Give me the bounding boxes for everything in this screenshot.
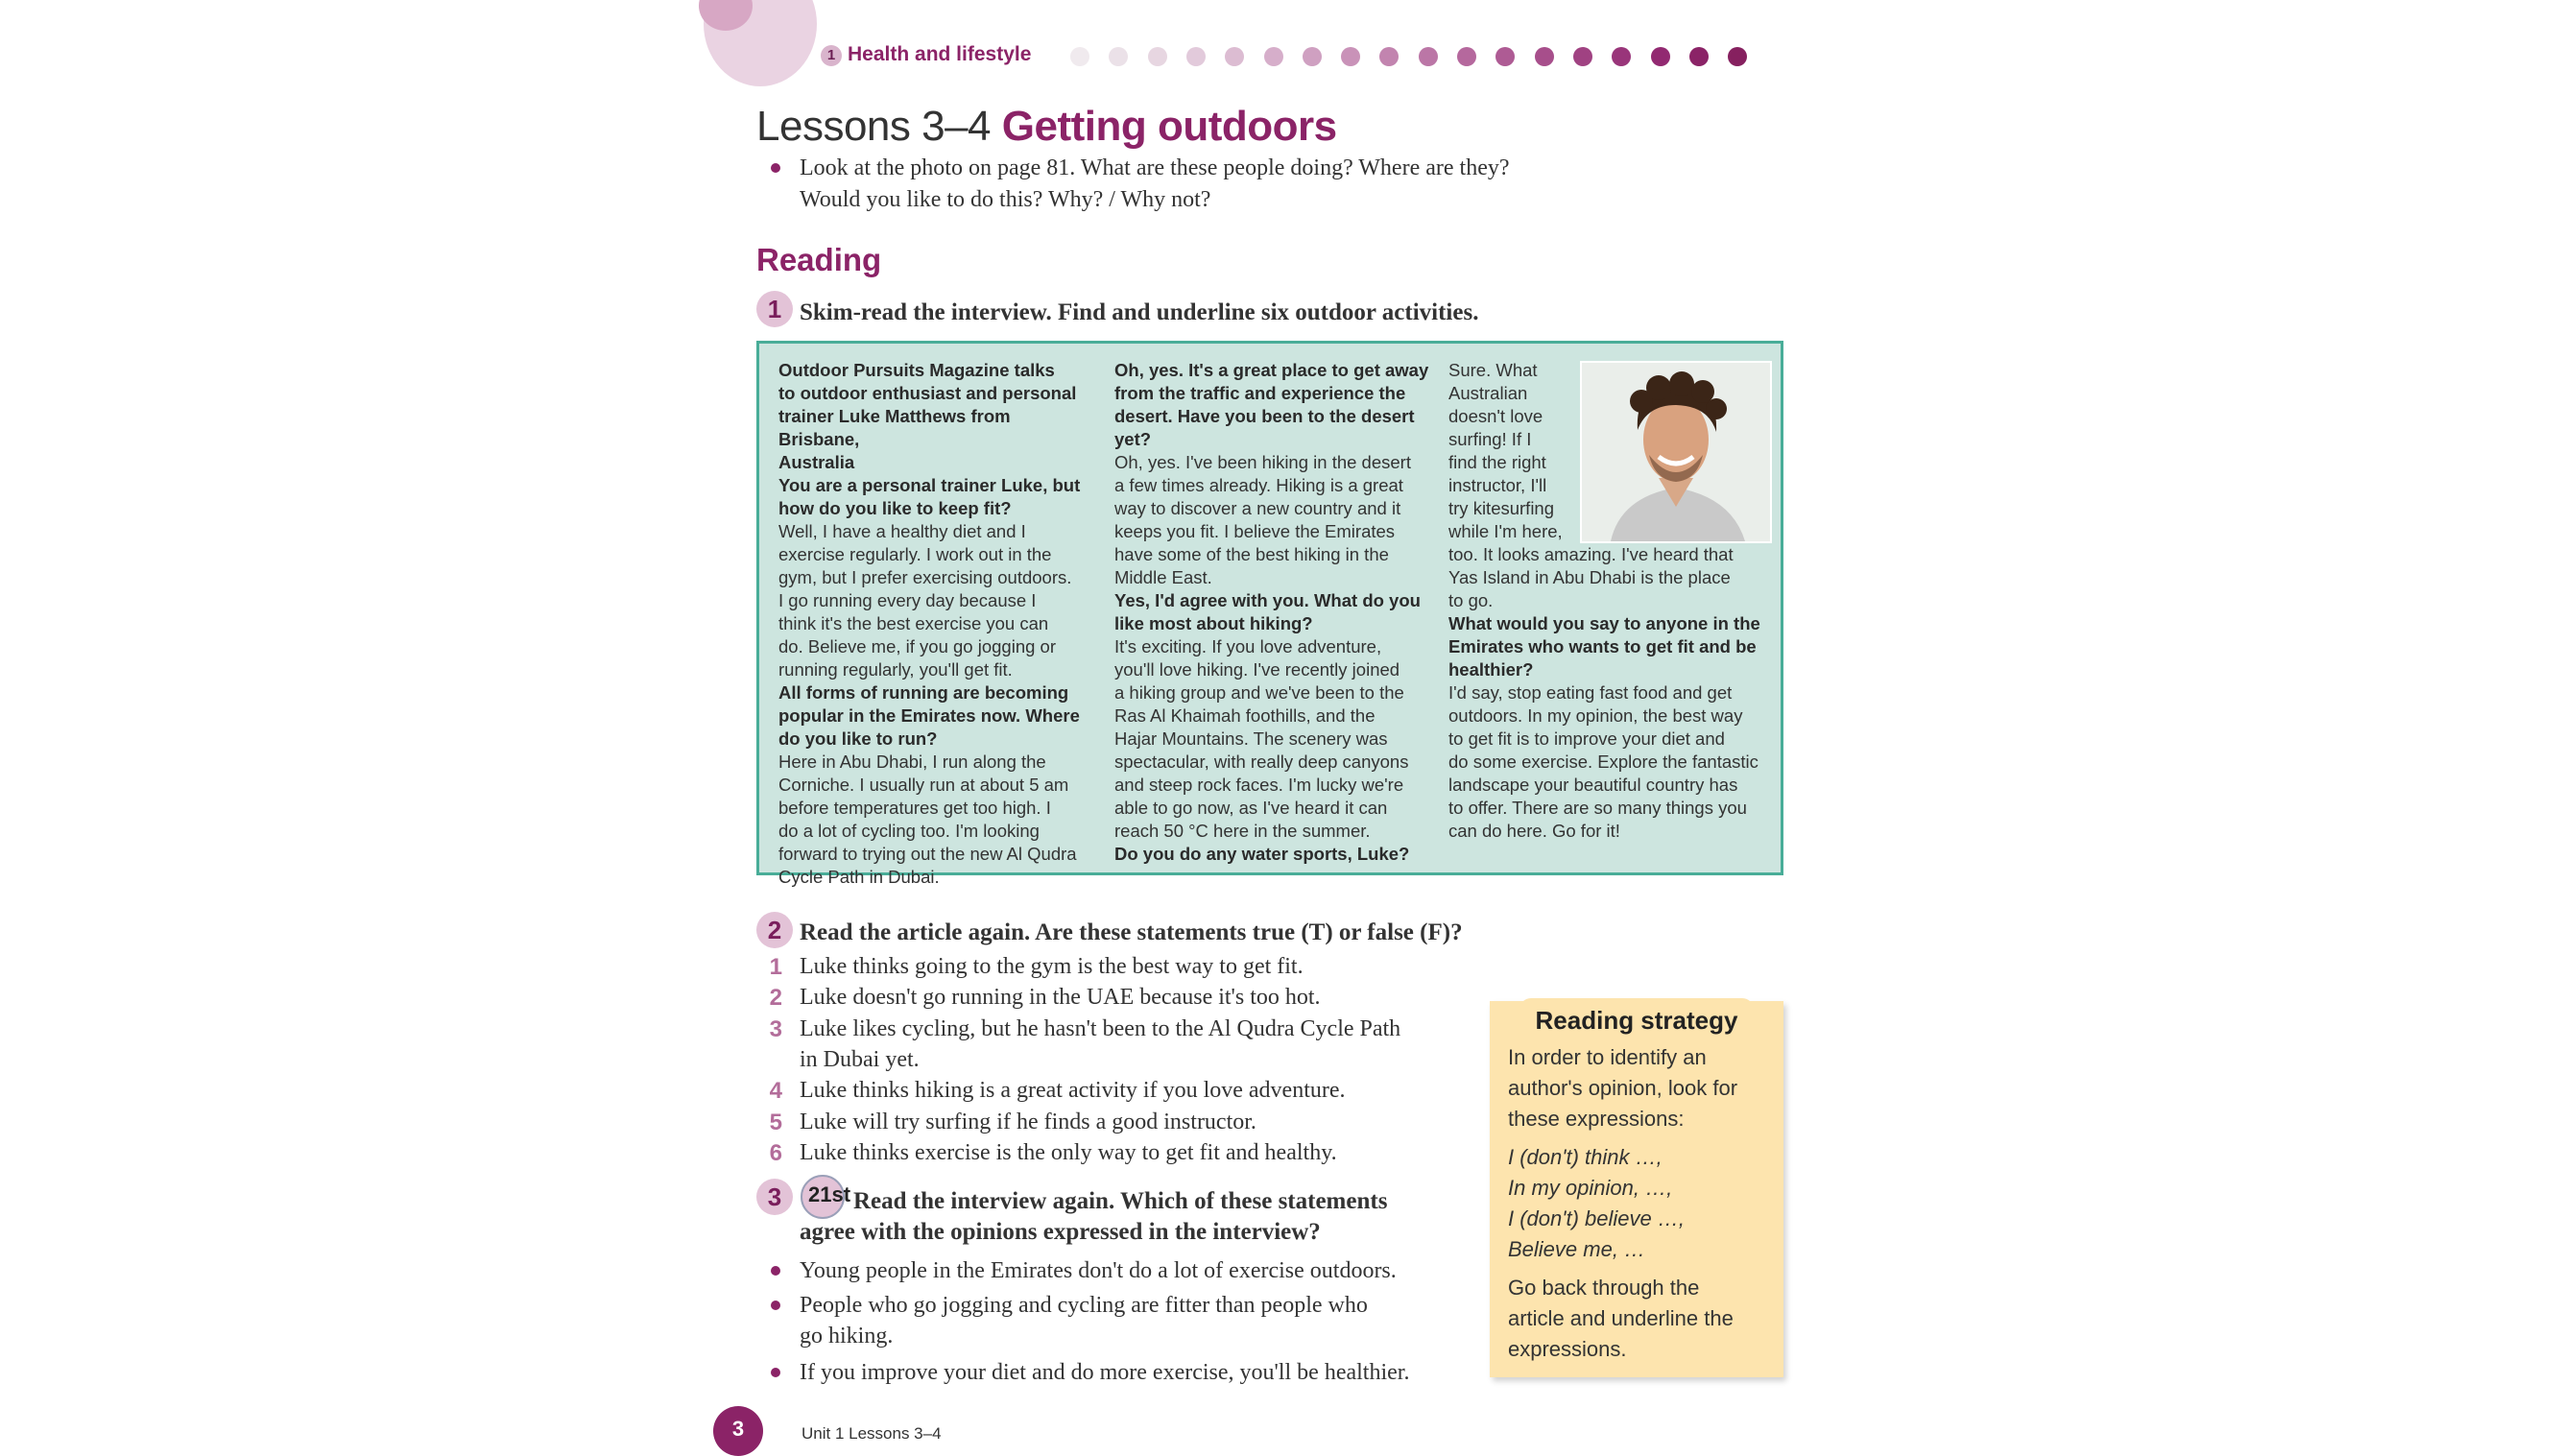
article-question-line: Emirates who wants to get fit and be	[1448, 636, 1757, 656]
article-answer-line: Well, I have a healthy diet and I	[778, 521, 1026, 541]
article-question-line: popular in the Emirates now. Where	[778, 705, 1080, 726]
article-answer-line: you'll love hiking. I've recently joined	[1114, 659, 1400, 680]
article-question-line: to outdoor enthusiast and personal	[778, 383, 1077, 403]
article-answer-line: exercise regularly. I work out in the	[778, 544, 1052, 564]
bullet	[771, 1368, 780, 1377]
progress-dot	[1379, 47, 1399, 66]
progress-dot	[1148, 47, 1167, 66]
progress-dot	[1651, 47, 1670, 66]
intro-line-2: Would you like to do this? Why? / Why not?	[800, 187, 1211, 212]
article-question-line: Australia	[778, 452, 855, 472]
task-1-instruction: Skim-read the interview. Find and underline six outdoor activities.	[800, 299, 1479, 325]
unit-title: Health and lifestyle	[848, 43, 1032, 65]
footer-text: Unit 1 Lessons 3–4	[801, 1424, 942, 1443]
article-answer-line: try kitesurfing	[1448, 498, 1555, 518]
article-question-line: healthier?	[1448, 659, 1534, 680]
article-answer-line: Australian	[1448, 383, 1528, 403]
reading-strategy-title: Reading strategy	[1519, 998, 1754, 1042]
progress-dot	[1225, 47, 1244, 66]
progress-dot	[1457, 47, 1476, 66]
article-question-line: All forms of running are becoming	[778, 682, 1069, 703]
article-answer-line: I go running every day because I	[778, 590, 1037, 610]
task-3-statement-2b: go hiking.	[800, 1324, 894, 1349]
article-answer-line: Hajar Mountains. The scenery was	[1114, 728, 1388, 749]
article-question-line: desert. Have you been to the desert	[1114, 406, 1415, 426]
article-column-1	[778, 359, 1095, 889]
progress-dot	[1728, 47, 1747, 66]
article-answer-line: before temperatures get too high. I	[778, 798, 1051, 818]
progress-dot	[1303, 47, 1322, 66]
strategy-line-5: article and underline the	[1508, 1306, 1734, 1330]
article-answer-line: Corniche. I usually run at about 5 am	[778, 775, 1069, 795]
article-question-line: trainer Luke Matthews from Brisbane,	[778, 406, 1011, 449]
article-answer-line: too. It looks amazing. I've heard that	[1448, 544, 1734, 564]
article-question-line: Yes, I'd agree with you. What do you	[1114, 590, 1421, 610]
article-answer-line: do. Believe me, if you go jogging or	[778, 636, 1056, 656]
lesson-title	[756, 103, 1337, 151]
progress-dot	[1535, 47, 1554, 66]
task-2-badge: 2	[756, 912, 793, 948]
bullet	[771, 1266, 780, 1276]
article-answer-line: instructor, I'll	[1448, 475, 1547, 495]
article-question-line: You are a personal trainer Luke, but	[778, 475, 1081, 495]
task-3-statement-1: Young people in the Emirates don't do a lot of exercise outdoors.	[800, 1258, 1397, 1283]
article-answer-line: to go.	[1448, 590, 1494, 610]
task-2-instruction: Read the article again. Are these statements true (T) or false (F)?	[800, 919, 1463, 945]
statement-text: Luke thinks exercise is the only way to get fit and healthy.	[800, 1139, 1337, 1165]
interview-article	[756, 341, 1783, 887]
progress-dot	[1109, 47, 1128, 66]
progress-dot	[1341, 47, 1360, 66]
article-answer-line: doesn't love	[1448, 406, 1543, 426]
article-answer-line: able to go now, as I've heard it can	[1114, 798, 1388, 818]
article-question-line: from the traffic and experience the	[1114, 383, 1406, 403]
article-answer-line: Oh, yes. I've been hiking in the desert	[1114, 452, 1411, 472]
task-1-badge: 1	[756, 291, 793, 327]
article-answer-line: think it's the best exercise you can	[778, 613, 1049, 633]
statement-number: 1	[769, 954, 782, 980]
progress-dot	[1495, 47, 1515, 66]
strategy-line-2: author's opinion, look for	[1508, 1076, 1738, 1100]
article-question-line: Do you do any water sports, Luke?	[1114, 844, 1410, 864]
article-question-line: how do you like to keep fit?	[778, 498, 1012, 518]
strategy-line-3: these expressions:	[1508, 1107, 1685, 1131]
statement-number: 5	[769, 1109, 782, 1135]
strategy-line-6: expressions.	[1508, 1337, 1627, 1361]
progress-dot	[1612, 47, 1631, 66]
article-answer-line: landscape your beautiful country has	[1448, 775, 1738, 795]
article-answer-line: have some of the best hiking in the	[1114, 544, 1389, 564]
article-question-line: do you like to run?	[778, 728, 938, 749]
article-column-3-bottom	[1448, 543, 1770, 843]
statement-text: Luke will try surfing if he finds a good instructor.	[800, 1109, 1256, 1134]
article-answer-line: to offer. There are so many things you	[1448, 798, 1747, 818]
article-answer-line: while I'm here,	[1448, 521, 1563, 541]
bullet	[771, 163, 780, 173]
task-3-statement-3: If you improve your diet and do more exercise, you'll be healthier.	[800, 1360, 1410, 1385]
lesson-name: Getting outdoors	[1001, 103, 1337, 150]
progress-dot	[1186, 47, 1206, 66]
article-question-line: What would you say to anyone in the	[1448, 613, 1760, 633]
statement-text: Luke likes cycling, but he hasn't been to the Al Qudra Cycle Path	[800, 1015, 1401, 1041]
progress-dot	[1573, 47, 1592, 66]
article-question-line: like most about hiking?	[1114, 613, 1313, 633]
article-answer-line: can do here. Go for it!	[1448, 821, 1620, 841]
page-number-badge: 3	[713, 1406, 763, 1456]
task-3-line-1: Read the interview again. Which of these statements	[853, 1188, 1388, 1214]
task-3-badge: 3	[756, 1179, 793, 1215]
task-3-line-2: agree with the opinions expressed in the interview?	[800, 1219, 1321, 1245]
article-answer-line: do some exercise. Explore the fantastic	[1448, 752, 1759, 772]
luke-photo	[1580, 361, 1772, 543]
bullet	[771, 1301, 780, 1310]
statement-number: 6	[769, 1139, 782, 1166]
article-answer-line: It's exciting. If you love adventure,	[1114, 636, 1382, 656]
article-column-2	[1114, 359, 1431, 866]
article-answer-line: I'd say, stop eating fast food and get	[1448, 682, 1733, 703]
article-question-line: yet?	[1114, 429, 1152, 449]
statement-number: 2	[769, 985, 782, 1012]
article-answer-line: find the right	[1448, 452, 1546, 472]
article-answer-line: running regularly, you'll get fit.	[778, 659, 1013, 680]
article-question-line: Oh, yes. It's a great place to get away	[1114, 360, 1429, 380]
article-column-3-top	[1448, 359, 1583, 543]
article-answer-line: spectacular, with really deep canyons	[1114, 752, 1409, 772]
progress-dot	[1264, 47, 1283, 66]
article-answer-line: Middle East.	[1114, 567, 1212, 587]
article-answer-line: a hiking group and we've been to the	[1114, 682, 1404, 703]
article-answer-line: forward to trying out the new Al Qudra	[778, 844, 1077, 864]
article-answer-line: a few times already. Hiking is a great	[1114, 475, 1403, 495]
progress-dot	[1070, 47, 1089, 66]
strategy-expression-2: In my opinion, …,	[1508, 1176, 1673, 1200]
article-answer-line: to get fit is to improve your diet and	[1448, 728, 1725, 749]
article-answer-line: outdoors. In my opinion, the best way	[1448, 705, 1743, 726]
strategy-expression-4: Believe me, …	[1508, 1237, 1646, 1261]
article-answer-line: way to discover a new country and it	[1114, 498, 1401, 518]
strategy-line-1: In order to identify an	[1508, 1045, 1707, 1069]
statement-number: 4	[769, 1078, 782, 1105]
21st-badge-label: 21st	[808, 1182, 851, 1206]
article-answer-line: do a lot of cycling too. I'm looking	[778, 821, 1040, 841]
article-answer-line: Cycle Path in Dubai.	[778, 867, 940, 887]
statement-text: Luke thinks hiking is a great activity if you love adventure.	[800, 1078, 1346, 1104]
statement-number: 3	[769, 1015, 782, 1042]
unit-number-badge: 1	[821, 45, 842, 66]
article-answer-line: Ras Al Khaimah foothills, and the	[1114, 705, 1376, 726]
article-answer-line: Here in Abu Dhabi, I run along the	[778, 752, 1046, 772]
strategy-expression-3: I (don't) believe …,	[1508, 1206, 1685, 1230]
statement-text: Luke doesn't go running in the UAE because it's too hot.	[800, 985, 1321, 1011]
task-3-statement-2a: People who go jogging and cycling are fitter than people who	[800, 1293, 1368, 1318]
article-answer-line: and steep rock faces. I'm lucky we're	[1114, 775, 1404, 795]
statement-text: Luke thinks going to the gym is the best way to get fit.	[800, 954, 1304, 979]
lesson-prefix: Lessons 3–4	[756, 103, 992, 150]
strategy-expression-1: I (don't) think …,	[1508, 1145, 1663, 1169]
article-answer-line: keeps you fit. I believe the Emirates	[1114, 521, 1396, 541]
progress-dot	[1689, 47, 1709, 66]
statement-text: in Dubai yet.	[800, 1046, 920, 1072]
strategy-line-4: Go back through the	[1508, 1276, 1700, 1300]
progress-dot	[1419, 47, 1438, 66]
article-answer-line: reach 50 °C here in the summer.	[1114, 821, 1371, 841]
article-answer-line: Yas Island in Abu Dhabi is the place	[1448, 567, 1731, 587]
article-answer-line: gym, but I prefer exercising outdoors.	[778, 567, 1072, 587]
reading-heading: Reading	[756, 242, 882, 277]
article-answer-line: Sure. What	[1448, 360, 1538, 380]
article-question-line: Outdoor Pursuits Magazine talks	[778, 360, 1055, 380]
article-answer-line: surfing! If I	[1448, 429, 1532, 449]
intro-line-1: Look at the photo on page 81. What are these people doing? Where are they?	[800, 155, 1510, 180]
